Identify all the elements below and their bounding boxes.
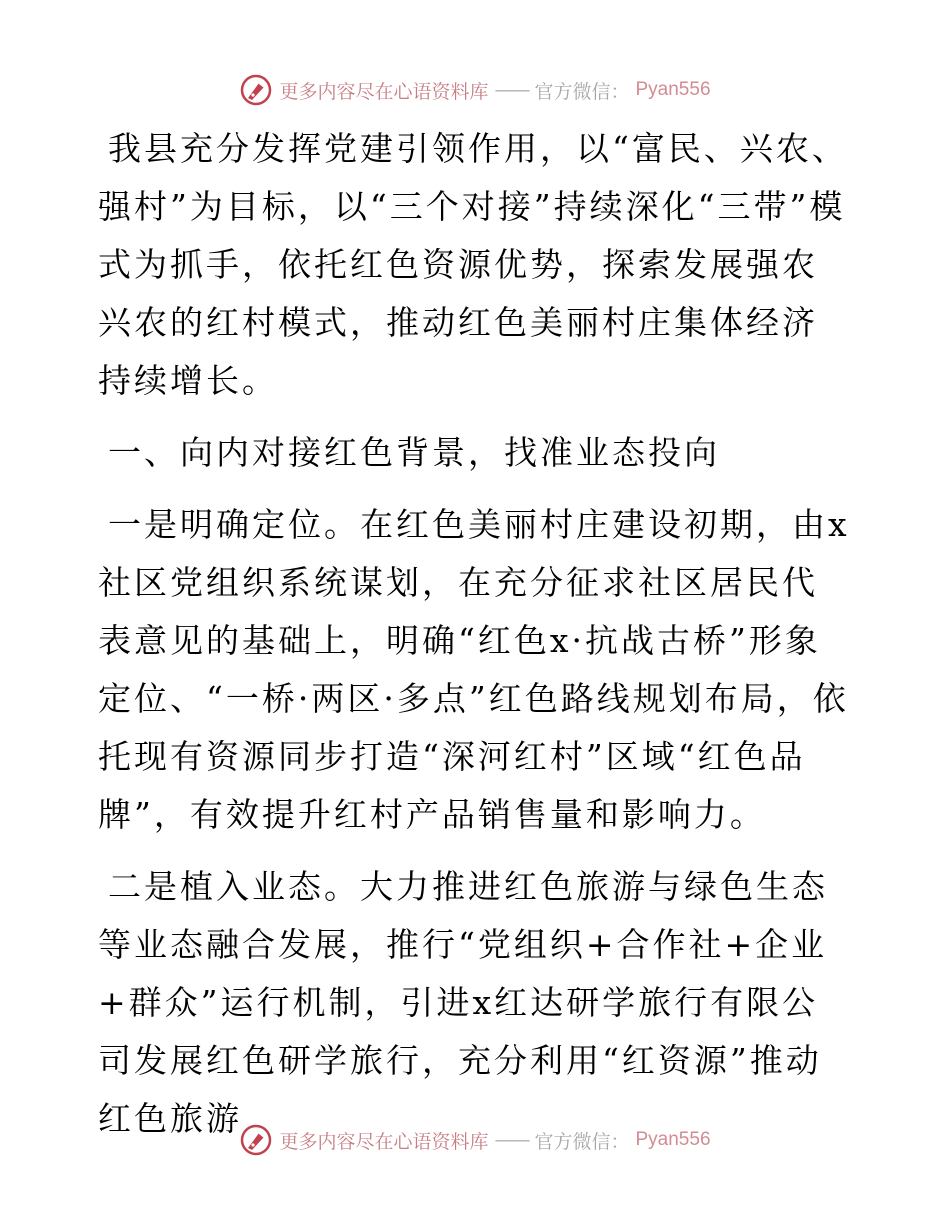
watermark-separator: —— [494,1129,529,1151]
point-one-paragraph: 一是明确定位。在红色美丽村庄建设初期，由x社区党组织系统谋划，在充分征求社区居民代表意见的基础上，明确“红色x·抗战古桥”形象定位、“一桥·两区·多点”红色路线规划布局，依托现有资源同步打造“深河红村”区域“红色品牌”，有效提升红村产品销售量和影响力。 [98,505,850,834]
watermark-text: 更多内容尽在心语资料库 [279,1130,489,1153]
header-watermark [0,70,950,110]
document-body [98,120,850,1148]
point-two-paragraph: 二是植入业态。大力推进红色旅游与绿色生态等业态融合发展，推行“党组织+合作社+企业+群众”运行机制，引进x红达研学旅行有限公司发展红色研学旅行，充分利用“红资源”推动红色旅游 [98,867,828,1138]
intro-paragraph: 我县充分发挥党建引领作用，以“富民、兴农、强村”为目标，以“三个对接”持续深化“三带”模式为抓手，依托红色资源优势，探索发展强农兴农的红村模式，推动红色美丽村庄集体经济持续增长。 [98,129,848,400]
watermark-text: 更多内容尽在心语资料库 [279,80,489,103]
footer-watermark [0,1120,950,1160]
watermark-label: 官方微信： [534,1130,630,1153]
watermark-separator: —— [494,79,529,101]
section-heading: 一、向内对接红色背景，找准业态投向 [108,433,720,472]
watermark-id: Pyan556 [635,79,711,100]
pen-nib-circle-icon [239,1123,273,1157]
pen-nib-circle-icon [239,73,273,107]
watermark-id: Pyan556 [635,1129,711,1150]
watermark-label: 官方微信： [534,80,630,103]
